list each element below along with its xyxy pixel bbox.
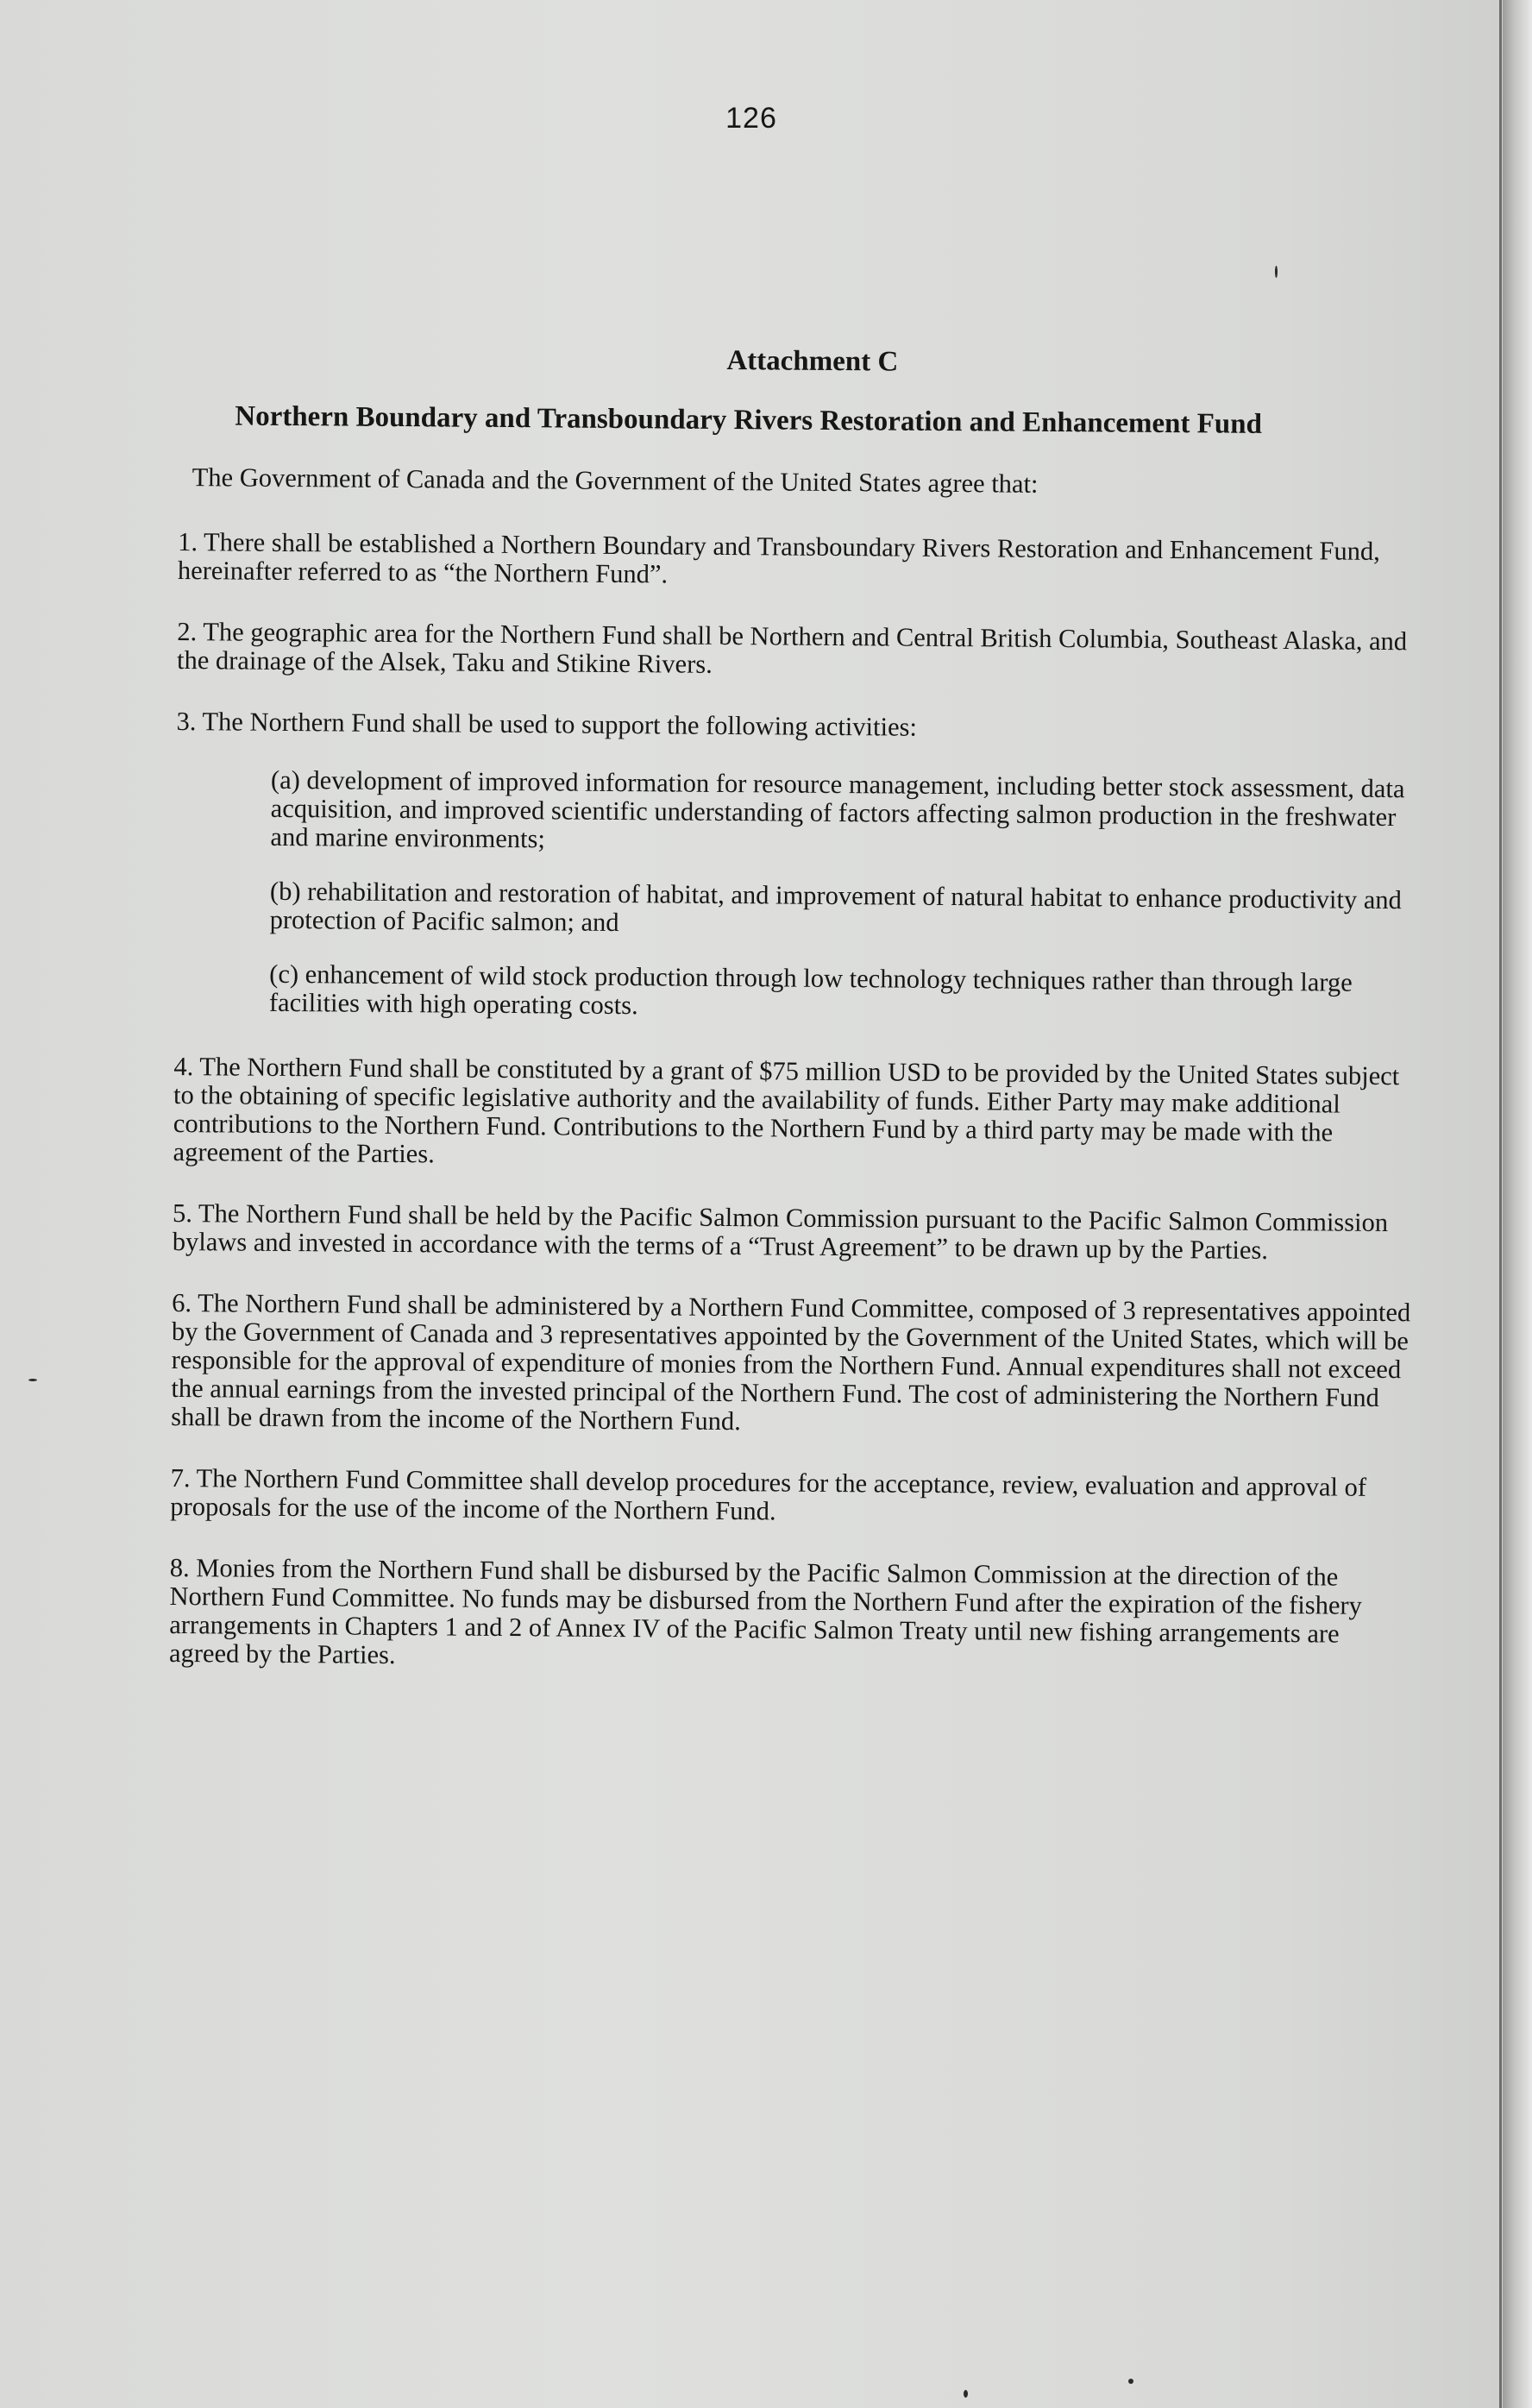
paragraph-3a: (a) development of improved information for resource management, including better stock assessment, data acquisition, and improved scientific understanding of factors affecting salmon production in the freshwater and marine environments; xyxy=(270,764,1405,854)
scan-speck xyxy=(1128,2379,1133,2384)
intro-paragraph: The Government of Canada and the Government of the United States agree that: xyxy=(192,462,1039,499)
scan-speck xyxy=(28,1379,37,1381)
paragraph-2: 2. The geographic area for the Northern Fund shall be Northern and Central British Columbia, Southeast Alaska, and the drainage of the Alsek, Taku and Stikine Rivers. xyxy=(176,616,1408,679)
paragraph-3: 3. The Northern Fund shall be used to support the following activities: xyxy=(176,706,918,742)
paragraph-6: 6. The Northern Fund shall be administered by a Northern Fund Committee, composed of 3 representatives appointed by the Government of Canada and 3 representatives appointed by the Government of the United States, which will be responsible for the approval of expenditure of monies from the Northern Fund. Annual expenditures shall not exceed the annual earnings from the invested principal of the Northern Fund. The cost of administering the Northern Fund shall be drawn from the income of the Northern Fund. xyxy=(171,1287,1411,1437)
paragraph-3b: (b) rehabilitation and restoration of habitat, and improvement of natural habitat to enhance productivity and protection of Pacific salmon; and xyxy=(269,876,1403,938)
page-edge xyxy=(1503,0,1532,2408)
document-body xyxy=(169,341,1422,1710)
paragraph-7: 7. The Northern Fund Committee shall develop procedures for the acceptance, review, evaluation and approval of proposals for the use of the income of the Northern Fund. xyxy=(170,1462,1367,1526)
fund-title: Northern Boundary and Transboundary Rivers Restoration and Enhancement Fund xyxy=(235,400,1263,440)
scan-speck xyxy=(964,2390,968,2398)
paragraph-8: 8. Monies from the Northern Fund shall be disbursed by the Pacific Salmon Commission at the direction of the Northern Fund Committee. No funds may be disbursed from the Northern Fund after the expiration of the fishery arrangements in Chapters 1 and 2 of Annex IV of the Pacific Salmon Treaty until new fishing arrangements are agreed by the Parties. xyxy=(168,1552,1363,1670)
scan-speck xyxy=(1275,266,1278,278)
attachment-title: Attachment C xyxy=(726,344,899,378)
paragraph-3c: (c) enhancement of wild stock production through low technology techniques rather than through large facilities with high operating costs. xyxy=(268,959,1353,1021)
paragraph-5: 5. The Northern Fund shall be held by the Pacific Salmon Commission pursuant to the Pacific Salmon Commission bylaws and invested in accordance with the terms of a “Trust Agreement” to be drawn up by the Parties. xyxy=(172,1198,1389,1265)
page-number: 126 xyxy=(725,102,777,135)
paragraph-4: 4. The Northern Fund shall be constituted by a grant of $75 million USD to be provided by the United States subject to the obtaining of specific legislative authority and the availability of funds. Either Party may make additional contributions to the Northern Fund. Contributions to the Northern Fund by a third party may be made with the agreement of the Parties. xyxy=(173,1051,1400,1169)
paragraph-1: 1. There shall be established a Northern Boundary and Transboundary Rivers Restoration and Enhancement Fund, hereinafter referred to as “the Northern Fund”. xyxy=(177,526,1380,589)
page-edge-shadow xyxy=(1499,0,1502,2408)
